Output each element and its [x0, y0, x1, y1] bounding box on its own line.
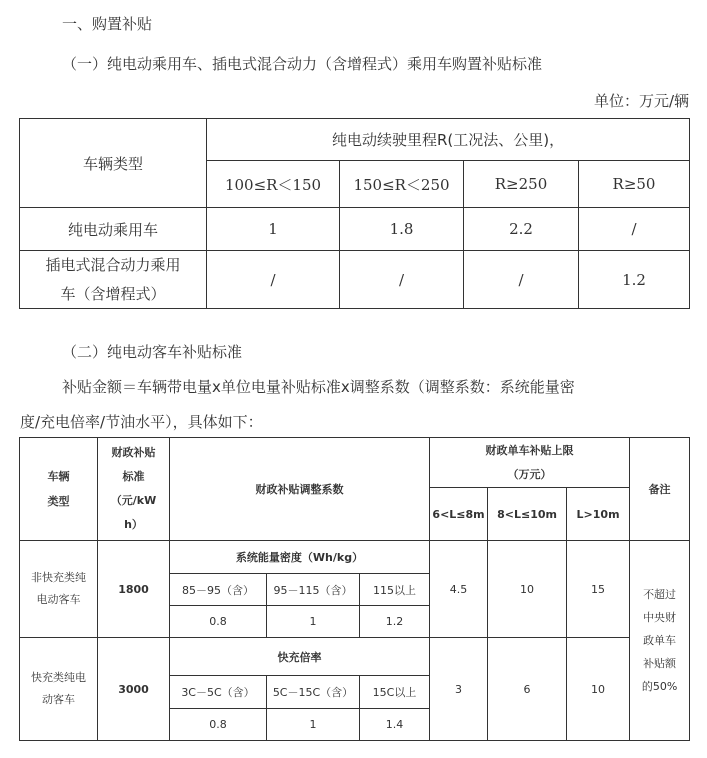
header-line: 类型 — [47, 495, 70, 508]
coefficient-title: 系统能量密度（Wh/kg） — [170, 541, 430, 574]
table-cell: / — [579, 208, 690, 251]
table-cell: 1.2 — [579, 251, 690, 309]
type-line: 快充类纯电 — [31, 671, 86, 684]
section-heading: 一、购置补贴 — [62, 15, 153, 33]
header-line: 财政补贴 — [111, 445, 156, 459]
type-line: 非快充类纯 — [31, 571, 86, 584]
header-line: （万元） — [507, 467, 552, 481]
header-line: （元/kW — [110, 494, 157, 507]
coefficient-value: 1.2 — [360, 606, 430, 638]
coefficient-range: 5C－15C（含） — [267, 676, 360, 709]
range-header: 纯电动续驶里程R(工况法、公里)， — [207, 119, 690, 161]
coefficient-value: 1 — [267, 606, 360, 638]
coefficient-range: 15C以上 — [360, 676, 430, 709]
coefficient-range: 3C－5C（含） — [170, 676, 267, 709]
note-line: 政单车 — [643, 633, 677, 647]
note-line: 的50% — [641, 680, 678, 694]
limit-value: 4.5 — [430, 541, 488, 638]
row-vehicle-type-line: 车（含增程式） — [60, 284, 166, 303]
table-cell: 1 — [207, 208, 340, 251]
paragraph-line: 度/充电倍率/节油水平），具体如下： — [20, 413, 263, 431]
purchase-subsidy-table — [19, 118, 690, 309]
table-cell: / — [340, 251, 464, 309]
bus-subsidy-table — [19, 437, 690, 741]
vehicle-type-header: 车辆类型 — [20, 119, 207, 208]
type-line: 电动客车 — [36, 593, 81, 606]
subsidy-standard: 1800 — [98, 541, 170, 638]
table-row — [20, 251, 690, 309]
table-row — [20, 208, 690, 251]
table-row — [20, 638, 690, 676]
table-cell: 1.8 — [340, 208, 464, 251]
note-line: 补贴额 — [643, 657, 677, 671]
table-cell: / — [207, 251, 340, 309]
limit-header — [430, 438, 630, 488]
header-line: 标准 — [122, 469, 145, 483]
subsection-heading-1: （一）纯电动乘用车、插电式混合动力（含增程式）乘用车购置补贴标准 — [62, 55, 543, 73]
coefficient-title: 快充倍率 — [170, 638, 430, 676]
note-line: 中央财 — [643, 610, 677, 624]
limit-value: 3 — [430, 638, 488, 741]
length-header: 6<L≤8m — [430, 488, 488, 541]
row-vehicle-type — [20, 638, 98, 741]
limit-value: 15 — [567, 541, 630, 638]
length-header: 8<L≤10m — [488, 488, 567, 541]
standard-header — [98, 438, 170, 541]
range-column: 150≤R＜250 — [340, 161, 464, 208]
row-vehicle-type-line: 插电式混合动力乘用 — [45, 256, 181, 274]
limit-value: 6 — [488, 638, 567, 741]
type-line: 动客车 — [42, 693, 75, 706]
row-vehicle-type — [20, 541, 98, 638]
header-line: 财政单车补贴上限 — [485, 444, 574, 458]
coefficient-range: 95－115（含） — [267, 574, 360, 606]
header-line: h） — [124, 518, 143, 532]
vehicle-type-header — [20, 438, 98, 541]
unit-label: 单位：万元/辆 — [593, 92, 689, 110]
table-cell: 2.2 — [464, 208, 579, 251]
coefficient-value: 1 — [267, 709, 360, 741]
coefficient-range: 115以上 — [360, 574, 430, 606]
header-line: 车辆 — [47, 469, 70, 483]
row-vehicle-type — [20, 251, 207, 309]
note-header: 备注 — [630, 438, 690, 541]
limit-value: 10 — [567, 638, 630, 741]
table-cell: / — [464, 251, 579, 309]
length-header: L>10m — [567, 488, 630, 541]
coefficient-value: 0.8 — [170, 606, 267, 638]
row-vehicle-type: 纯电动乘用车 — [20, 208, 207, 251]
note-line: 不超过 — [643, 587, 677, 601]
table-row — [20, 541, 690, 574]
note-cell — [630, 541, 690, 741]
range-column: R≥250 — [464, 161, 579, 208]
range-column: R≥50 — [579, 161, 690, 208]
limit-value: 10 — [488, 541, 567, 638]
subsection-heading-2: （二）纯电动客车补贴标准 — [62, 343, 243, 361]
range-column: 100≤R＜150 — [207, 161, 340, 208]
coefficient-header: 财政补贴调整系数 — [170, 438, 430, 541]
coefficient-value: 0.8 — [170, 709, 267, 741]
subsidy-standard: 3000 — [98, 638, 170, 741]
coefficient-range: 85－95（含） — [170, 574, 267, 606]
paragraph-line: 补贴金额＝车辆带电量x单位电量补贴标准x调整系数（调整系数：系统能量密 — [62, 378, 575, 396]
coefficient-value: 1.4 — [360, 709, 430, 741]
